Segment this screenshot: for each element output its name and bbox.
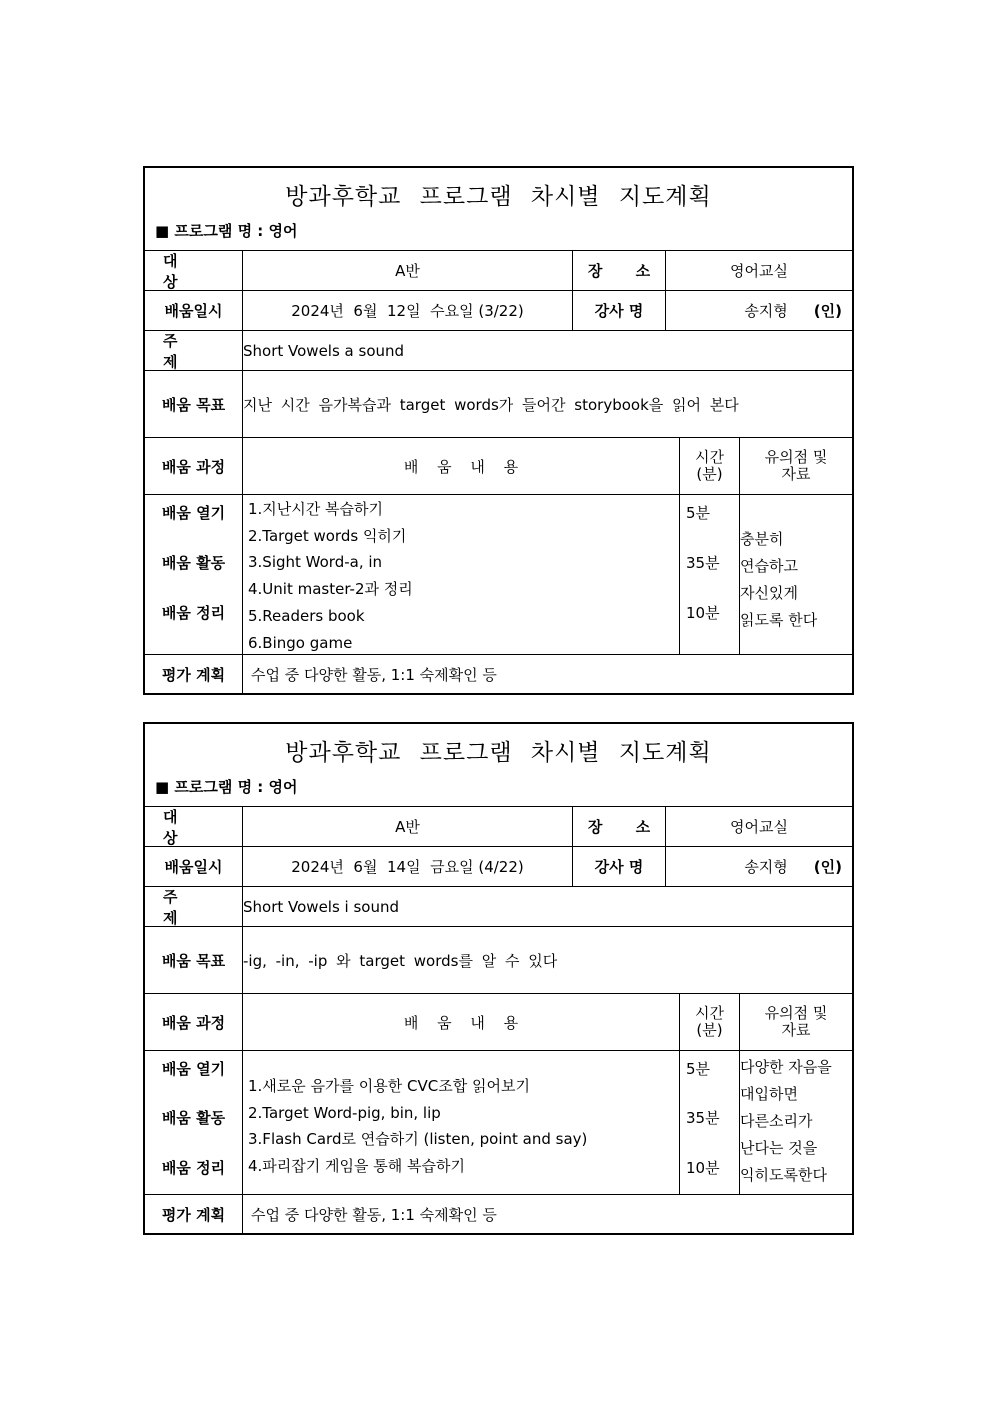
place-label: 장 소 [572,251,665,290]
content-header: 배 움 내 용 [242,438,679,494]
goal-label: 배움 목표 [161,951,226,970]
place-value: 영어교실 [665,251,852,290]
teacher-label: 강사 명 [572,291,665,330]
note-line: 읽도록 한다 [740,611,818,629]
note-line: 연습하고 [740,557,798,575]
list-item: 4.파리잡기 게임을 통해 복습하기 [248,1157,465,1176]
note-header: 유의점 및 자료 [739,994,852,1050]
teacher-cell [665,291,852,330]
goal-row [145,371,852,438]
plan-title: 방과후학교 프로그램 차시별 지도계획 [285,184,712,210]
seal-mark: (인) [813,302,842,320]
list-item: 3.Flash Card로 연습하기 (listen, point and say) [248,1130,588,1149]
note-cell [739,495,852,654]
target-row [145,807,852,847]
teacher-label: 강사 명 [572,847,665,886]
time-open: 5분 [686,504,711,522]
teacher-value: 송지형 [744,302,788,320]
stage-open: 배움 열기 [161,1060,226,1078]
eval-row [145,655,852,693]
program-name: ■ 프로그램 명 : 영어 [155,222,298,240]
goal-row [145,927,852,994]
topic-label: 주 제 [163,887,196,927]
place-value: 영어교실 [665,807,852,846]
goal-label: 배움 목표 [161,395,226,414]
note-header: 유의점 및 자료 [739,438,852,494]
topic-label: 주 제 [163,331,196,371]
date-value: 2024년 6월 12일 수요일 (3/22) [242,291,572,330]
plan-header [145,168,852,251]
list-item: 2.Target words 익히기 [248,526,407,545]
stages-cell [145,495,242,654]
time-close: 10분 [686,604,720,622]
time-header: 시간 (분) [679,994,739,1050]
list-item: 3.Sight Word-a, in [248,553,383,572]
content-list [242,1051,679,1194]
seal-mark: (인) [813,858,842,876]
process-header-row [145,994,852,1051]
time-activity: 35분 [686,554,720,572]
date-label: 배움일시 [164,858,223,876]
note-line: 익히도록한다 [740,1166,827,1184]
lesson-plan-2 [143,722,854,1235]
time-cell [679,1051,739,1194]
list-item: 6.Bingo game [248,633,353,652]
eval-label: 평가 계획 [161,1205,226,1224]
time-cell [679,495,739,654]
eval-value: 수업 중 다양한 활동, 1:1 숙제확인 등 [242,655,852,693]
time-activity: 35분 [686,1109,720,1127]
eval-row [145,1195,852,1233]
target-value: A반 [242,807,572,846]
program-name: ■ 프로그램 명 : 영어 [155,778,298,796]
note-line: 대입하면 [740,1085,798,1103]
note-line: 다른소리가 [740,1112,813,1130]
lesson-plan-1 [143,166,854,695]
process-header-row [145,438,852,495]
process-label: 배움 과정 [161,457,226,476]
date-value: 2024년 6월 14일 금요일 (4/22) [242,847,572,886]
note-line: 다양한 자음을 [740,1058,832,1076]
topic-value: Short Vowels i sound [242,887,852,926]
stage-activity: 배움 활동 [161,554,226,572]
content-list [242,495,679,654]
note-cell [739,1051,852,1194]
date-label: 배움일시 [164,302,223,320]
process-label: 배움 과정 [161,1013,226,1032]
list-item: 5.Readers book [248,606,365,625]
stage-open: 배움 열기 [161,504,226,522]
topic-row [145,887,852,927]
goal-value: -ig, -in, -ip 와 target words를 알 수 있다 [242,927,852,993]
time-open: 5분 [686,1060,711,1078]
topic-row [145,331,852,371]
list-item: 1.지난시간 복습하기 [248,500,384,518]
stages-cell [145,1051,242,1194]
note-line: 난다는 것을 [740,1139,818,1157]
stage-close: 배움 정리 [161,604,226,622]
goal-value: 지난 시간 음가복습과 target words가 들어간 storybook을 읽어 본다 [242,371,852,437]
plan-header [145,724,852,807]
eval-label: 평가 계획 [161,665,226,684]
target-label: 대 상 [163,251,196,291]
topic-value: Short Vowels a sound [242,331,852,370]
process-body-row [145,1051,852,1195]
target-row [145,251,852,291]
content-header: 배 움 내 용 [242,994,679,1050]
place-label: 장 소 [572,807,665,846]
time-close: 10분 [686,1159,720,1177]
list-item: 4.Unit master-2과 정리 [248,580,413,599]
note-line: 충분히 [740,530,784,548]
plan-title: 방과후학교 프로그램 차시별 지도계획 [285,740,712,766]
stage-close: 배움 정리 [161,1159,226,1177]
time-header: 시간 (분) [679,438,739,494]
target-value: A반 [242,251,572,290]
stage-activity: 배움 활동 [161,1109,226,1127]
date-row [145,847,852,887]
teacher-value: 송지형 [744,858,788,876]
date-row [145,291,852,331]
teacher-cell [665,847,852,886]
list-item: 1.새로운 음가를 이용한 CVC조합 읽어보기 [248,1077,530,1095]
eval-value: 수업 중 다양한 활동, 1:1 숙제확인 등 [242,1195,852,1233]
list-item: 2.Target Word-pig, bin, lip [248,1103,441,1122]
process-body-row [145,495,852,655]
target-label: 대 상 [163,807,196,847]
note-line: 자신있게 [740,584,798,602]
